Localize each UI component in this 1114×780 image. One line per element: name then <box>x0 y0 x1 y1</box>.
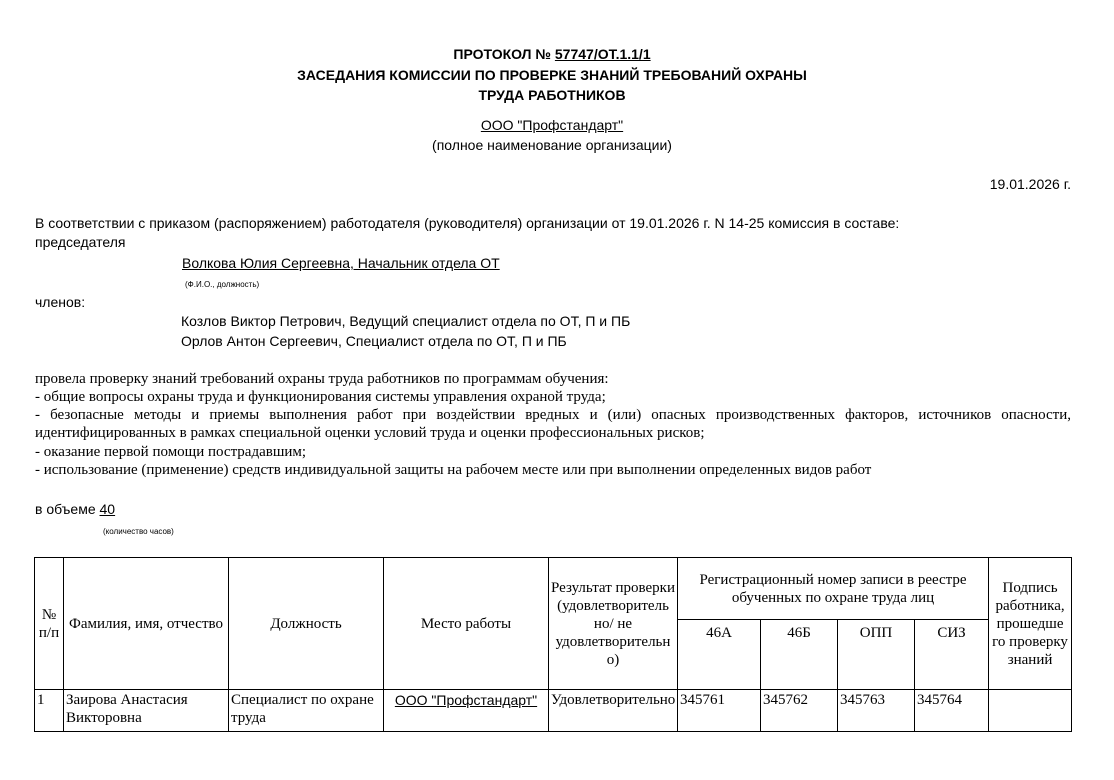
header-position: Должность <box>229 558 384 690</box>
programs-intro: провела проверку знаний требований охраны труда работников по программам обучения: <box>35 371 609 387</box>
protocol-title <box>0 46 1104 62</box>
header-opp: ОПП <box>838 620 915 690</box>
workplace-text: ООО "Профстандарт" <box>394 692 538 708</box>
program-item-3: - оказание первой помощи пострадавшим; <box>35 444 307 460</box>
header-46a: 46А <box>678 620 761 690</box>
chair-caption: (Ф.И.О., должность) <box>185 280 260 289</box>
cell-workplace <box>384 690 549 732</box>
program-item-4: - использование (применение) средств индивидуальной защиты на рабочем месте или при выполнении определенных видов работ <box>35 462 872 478</box>
volume-line <box>35 501 115 517</box>
header-46b: 46Б <box>761 620 838 690</box>
chair-label: председателя <box>35 234 126 250</box>
program-item-1: - общие вопросы охраны труда и функционирования системы управления охраной труда; <box>35 389 606 405</box>
cell-46a: 345761 <box>678 690 761 732</box>
table-row <box>35 690 1072 732</box>
cell-opp: 345763 <box>838 690 915 732</box>
results-table <box>34 557 1072 732</box>
cell-position: Специалист по охране труда <box>229 690 384 732</box>
chair-name: Волкова Юлия Сергеевна, Начальник отдела ОТ <box>182 255 500 271</box>
header-workplace: Место работы <box>384 558 549 690</box>
header-name: Фамилия, имя, отчество <box>64 558 229 690</box>
volume-caption: (количество часов) <box>103 527 174 536</box>
program-item-2-line1: - безопасные методы и приемы выполнения работ при воздействии вредных и (или) опасных производственных факторов, источников опасности, <box>35 407 1071 423</box>
header-signature: Подпись работника, прошедше го проверку знаний <box>989 558 1072 690</box>
protocol-number: 57747/ОТ.1.1/1 <box>554 46 651 62</box>
header-siz: СИЗ <box>915 620 989 690</box>
cell-name: Заирова Анастасия Викторовна <box>64 690 229 732</box>
members-label: членов: <box>35 294 86 310</box>
organization-name: ООО "Профстандарт" <box>480 117 624 133</box>
protocol-prefix: ПРОТОКОЛ № <box>453 46 555 62</box>
cell-46b: 345762 <box>761 690 838 732</box>
program-item-2-line2: идентифицированных в рамках специальной оценки условий труда и оценки профессиональных рисков; <box>35 425 705 441</box>
organization-caption: (полное наименование организации) <box>432 137 672 153</box>
volume-hours: 40 <box>99 501 116 517</box>
cell-signature <box>989 690 1072 732</box>
protocol-title-line2: ЗАСЕДАНИЯ КОМИССИИ ПО ПРОВЕРКЕ ЗНАНИЙ ТРЕБОВАНИЙ ОХРАНЫ <box>297 67 807 83</box>
member-2: Орлов Антон Сергеевич, Специалист отдела по ОТ, П и ПБ <box>181 333 567 349</box>
cell-num: 1 <box>35 690 64 732</box>
header-registry: Регистрационный номер записи в реестре обученных по охране труда лиц <box>678 558 989 620</box>
cell-siz: 345764 <box>915 690 989 732</box>
order-text: В соответствии с приказом (распоряжением) работодателя (руководителя) организации от 19.01.2026 г. N 14-25 комиссия в составе: <box>35 215 900 231</box>
header-num: № п/п <box>35 558 64 690</box>
protocol-title-line3: ТРУДА РАБОТНИКОВ <box>478 87 626 103</box>
cell-result: Удовлетворительно <box>549 690 678 732</box>
header-result: Результат проверки (удовлетворитель но/ не удовлетворительн о) <box>549 558 678 690</box>
protocol-date: 19.01.2026 г. <box>989 176 1071 192</box>
member-1: Козлов Виктор Петрович, Ведущий специалист отдела по ОТ, П и ПБ <box>181 313 631 329</box>
volume-label: в объеме <box>35 501 100 517</box>
